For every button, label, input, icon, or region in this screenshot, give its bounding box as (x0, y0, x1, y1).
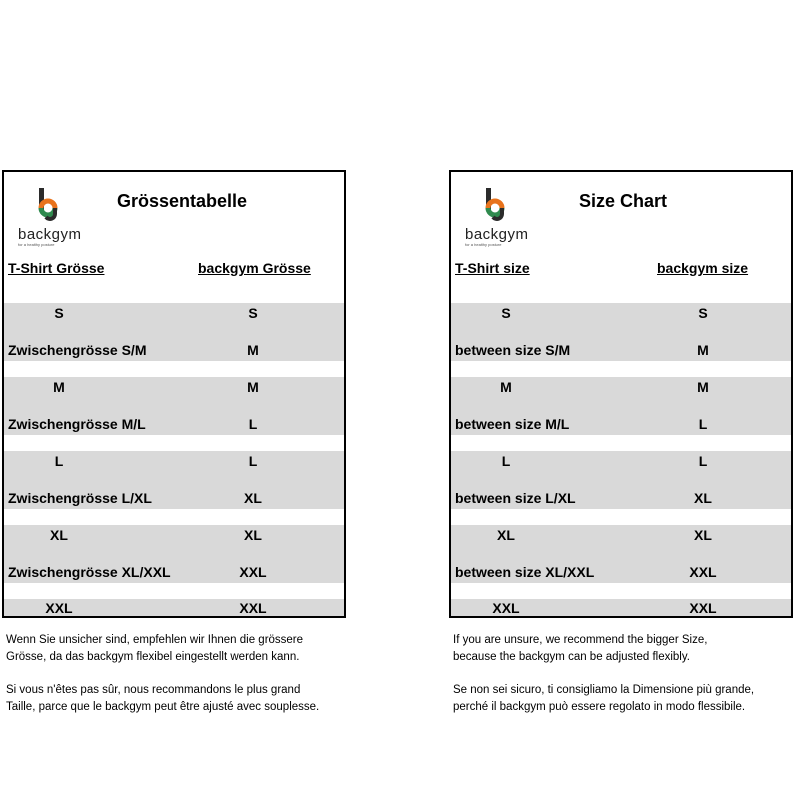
note-line: If you are unsure, we recommend the bigger Size, (453, 634, 708, 646)
table-row (451, 303, 791, 323)
column-header-tshirt: T-Shirt Grösse (8, 260, 105, 276)
table-row (451, 377, 791, 397)
tshirt-size-cell: XL (497, 527, 515, 543)
tshirt-size-cell: L (54, 453, 64, 469)
backgym-logo-icon (483, 186, 509, 222)
tshirt-size-cell: between size M/L (455, 416, 570, 432)
note-line: Taille, parce que le backgym peut être ajusté avec souplesse. (6, 701, 320, 713)
note-line: Wenn Sie unsicher sind, empfehlen wir Ihnen die grössere (6, 634, 304, 646)
backgym-logo-icon (36, 186, 62, 222)
table-row (451, 340, 791, 360)
table-row (4, 562, 344, 582)
note-de (6, 632, 303, 666)
backgym-size-cell: S (698, 305, 708, 321)
note-en (453, 632, 707, 666)
table-row (451, 414, 791, 434)
backgym-size-cell: XXL (689, 600, 717, 616)
logo-wordmark: backgym (465, 226, 529, 243)
logo-tagline: for a healthy posture (465, 242, 502, 247)
table-row (451, 488, 791, 508)
tshirt-size-cell: Zwischengrösse XL/XXL (8, 564, 171, 580)
table-row (4, 451, 344, 471)
backgym-size-cell: M (697, 342, 709, 358)
backgym-size-cell: M (697, 379, 709, 395)
backgym-size-cell: XXL (239, 600, 267, 616)
size-chart-en (449, 170, 793, 618)
size-chart-de (2, 170, 346, 618)
table-row (4, 525, 344, 545)
tshirt-size-cell: between size S/M (455, 342, 571, 358)
backgym-size-cell: XL (694, 527, 712, 543)
tshirt-size-cell: between size XL/XXL (455, 564, 595, 580)
backgym-size-cell: L (248, 416, 258, 432)
tshirt-size-cell: M (500, 379, 512, 395)
note-line: because the backgym can be adjusted flexibly. (453, 651, 690, 663)
table-row (451, 525, 791, 545)
tshirt-size-cell: Zwischengrösse M/L (8, 416, 146, 432)
tshirt-size-cell: XXL (492, 600, 520, 616)
tshirt-size-cell: XXL (45, 600, 73, 616)
backgym-size-cell: M (247, 342, 259, 358)
tshirt-size-cell: Zwischengrösse S/M (8, 342, 147, 358)
tshirt-size-cell: M (53, 379, 65, 395)
backgym-size-cell: XL (244, 490, 262, 506)
note-line: Grösse, da das backgym flexibel eingestellt werden kann. (6, 651, 300, 663)
table-row (4, 340, 344, 360)
chart-title: Size Chart (579, 191, 668, 211)
column-header-tshirt: T-Shirt size (455, 260, 530, 276)
backgym-size-cell: XL (244, 527, 262, 543)
note-it (453, 682, 754, 716)
backgym-size-cell: XXL (239, 564, 267, 580)
tshirt-size-cell: between size L/XL (455, 490, 576, 506)
table-row (451, 451, 791, 471)
table-row (4, 488, 344, 508)
backgym-size-cell: L (248, 453, 258, 469)
note-line: Se non sei sicuro, ti consigliamo la Dimensione più grande, (453, 684, 755, 696)
table-row (4, 414, 344, 434)
table-row (451, 562, 791, 582)
table-row (4, 303, 344, 323)
note-line: perché il backgym può essere regolato in modo flessibile. (453, 701, 746, 713)
tshirt-size-cell: XL (50, 527, 68, 543)
table-row (451, 598, 791, 618)
table-row (4, 377, 344, 397)
tshirt-size-cell: S (501, 305, 511, 321)
note-fr (6, 682, 319, 716)
backgym-size-cell: L (698, 416, 708, 432)
backgym-size-cell: L (698, 453, 708, 469)
column-header-backgym: backgym Grösse (198, 260, 311, 276)
backgym-size-cell: M (247, 379, 259, 395)
backgym-size-cell: S (248, 305, 258, 321)
note-line: Si vous n'êtes pas sûr, nous recommandons le plus grand (6, 684, 301, 696)
chart-title: Grössentabelle (117, 191, 248, 211)
logo-tagline: for a healthy posture (18, 242, 55, 247)
tshirt-size-cell: Zwischengrösse L/XL (8, 490, 152, 506)
tshirt-size-cell: L (501, 453, 511, 469)
table-row (4, 598, 344, 618)
tshirt-size-cell: S (54, 305, 64, 321)
backgym-logo (14, 186, 94, 246)
column-header-backgym: backgym size (657, 260, 749, 276)
backgym-size-cell: XXL (689, 564, 717, 580)
backgym-size-cell: XL (694, 490, 712, 506)
backgym-logo (461, 186, 541, 246)
logo-wordmark: backgym (18, 226, 82, 243)
